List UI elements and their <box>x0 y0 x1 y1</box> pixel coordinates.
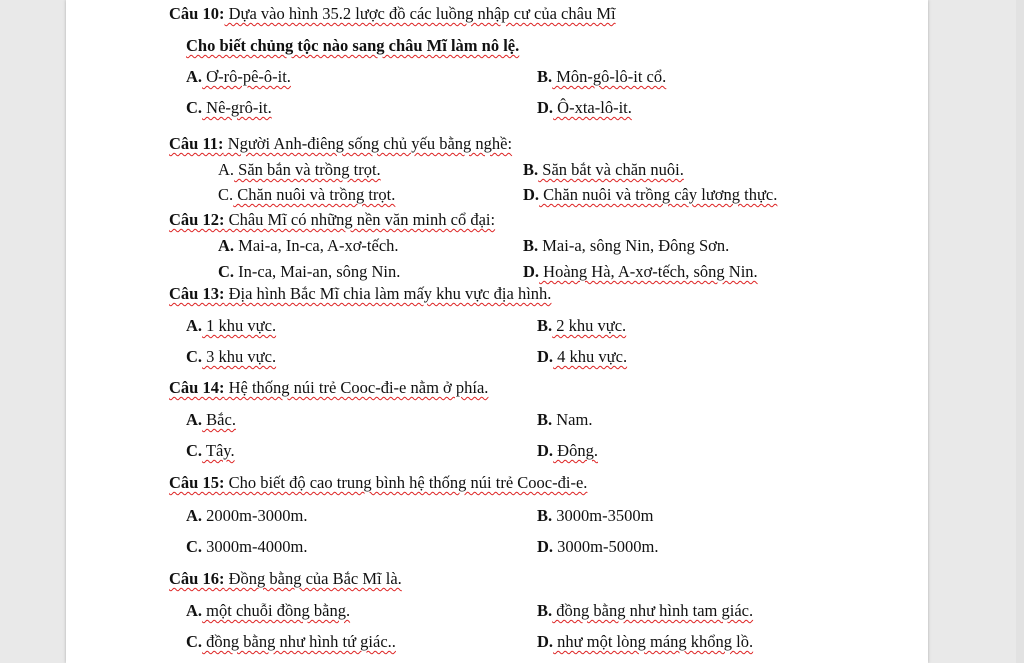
option-letter: A. <box>186 601 203 620</box>
question-text: Cho biết độ cao trung bình hệ thống núi trẻ Cooc-đi-e. <box>224 473 588 492</box>
option-letter: C. <box>186 441 203 460</box>
option-text: Bắc. <box>202 410 236 429</box>
option-10-c <box>186 98 272 118</box>
option-text: Hoàng Hà, A-xơ-tếch, sông Nin. <box>539 262 758 281</box>
question-text: Người Anh-điêng sống chủ yếu bằng nghề: <box>223 134 513 153</box>
option-11-c <box>218 185 395 205</box>
option-letter: A. <box>218 160 235 179</box>
option-letter: C. <box>186 98 203 117</box>
question-label: Câu 15: <box>169 473 225 492</box>
option-10-a <box>186 67 291 87</box>
option-text: 3000m-3500m <box>552 506 654 525</box>
option-14-c <box>186 441 235 461</box>
option-letter: A. <box>186 410 203 429</box>
question-14 <box>169 378 488 398</box>
option-14-b <box>537 410 592 430</box>
option-text: 3 khu vực. <box>202 347 277 366</box>
option-letter: B. <box>523 160 539 179</box>
option-text: Tây. <box>202 441 235 460</box>
option-text: Đông. <box>553 441 598 460</box>
option-text: một chuỗi đồng bằng. <box>202 601 351 620</box>
option-16-d <box>537 632 753 652</box>
option-12-b <box>523 236 729 256</box>
question-text: Địa hình Bắc Mĩ chia làm mấy khu vực địa hình. <box>224 284 552 303</box>
question-label: Câu 13: <box>169 284 225 303</box>
option-15-a <box>186 506 307 526</box>
option-letter: C. <box>186 632 203 651</box>
option-10-d <box>537 98 632 118</box>
option-letter: A. <box>186 506 203 525</box>
option-14-d <box>537 441 598 461</box>
option-text: Môn-gô-lô-it cổ. <box>552 67 667 86</box>
option-11-a <box>218 160 381 180</box>
vertical-scrollbar[interactable] <box>1016 0 1024 663</box>
question-text: Đồng bằng của Bắc Mĩ là. <box>224 569 402 588</box>
option-11-b <box>523 160 684 180</box>
option-letter: D. <box>537 537 554 556</box>
option-text: đồng bằng như hình tứ giác.. <box>202 632 396 651</box>
option-10-b <box>537 67 666 87</box>
option-text: 3000m-5000m. <box>553 537 659 556</box>
option-letter: B. <box>537 316 553 335</box>
question-label: Câu 16: <box>169 569 225 588</box>
option-letter: A. <box>218 236 235 255</box>
option-text: Săn bắn và trồng trọt. <box>234 160 381 179</box>
option-13-c <box>186 347 276 367</box>
question-subtext: Cho biết chủng tộc nào sang châu Mĩ làm nô lệ. <box>186 36 520 55</box>
option-text: Mai-a, sông Nin, Đông Sơn. <box>538 236 730 255</box>
option-text: Chăn nuôi và trồng cây lương thực. <box>539 185 778 204</box>
question-label: Câu 10: <box>169 4 225 23</box>
option-13-a <box>186 316 276 336</box>
option-letter: B. <box>537 67 553 86</box>
question-label: Câu 14: <box>169 378 225 397</box>
option-letter: D. <box>537 98 554 117</box>
option-text: 4 khu vực. <box>553 347 628 366</box>
option-14-a <box>186 410 236 430</box>
option-letter: B. <box>537 601 553 620</box>
option-letter: D. <box>537 441 554 460</box>
option-15-d <box>537 537 658 557</box>
option-text: đồng bằng như hình tam giác. <box>552 601 754 620</box>
option-letter: B. <box>537 410 553 429</box>
option-text: Mai-a, In-ca, A-xơ-tếch. <box>234 236 399 255</box>
option-15-b <box>537 506 653 526</box>
option-12-c <box>218 262 400 282</box>
option-text: 2 khu vực. <box>552 316 627 335</box>
option-text: Nê-grô-it. <box>202 98 272 117</box>
option-text: 1 khu vực. <box>202 316 277 335</box>
option-letter: C. <box>218 185 234 204</box>
option-12-a <box>218 236 399 256</box>
question-text: Châu Mĩ có những nền văn minh cổ đại: <box>224 210 496 229</box>
question-12 <box>169 210 495 230</box>
question-10-subtext <box>186 36 519 56</box>
question-label: Câu 11: <box>169 134 224 153</box>
option-letter: D. <box>523 262 540 281</box>
option-letter: A. <box>186 316 203 335</box>
question-text: Dựa vào hình 35.2 lược đồ các luồng nhập cư của châu Mĩ <box>224 4 616 23</box>
option-letter: C. <box>186 537 203 556</box>
question-13 <box>169 284 551 304</box>
option-13-d <box>537 347 627 367</box>
question-text: Hệ thống núi trẻ Cooc-đi-e nằm ở phía. <box>224 378 489 397</box>
option-text: 2000m-3000m. <box>202 506 308 525</box>
option-text: như một lòng máng khổng lồ. <box>553 632 754 651</box>
option-15-c <box>186 537 307 557</box>
option-text: Săn bắt và chăn nuôi. <box>538 160 684 179</box>
option-letter: D. <box>537 347 554 366</box>
question-label: Câu 12: <box>169 210 225 229</box>
option-text: 3000m-4000m. <box>202 537 308 556</box>
option-letter: C. <box>186 347 203 366</box>
option-11-d <box>523 185 777 205</box>
option-text: Nam. <box>552 410 593 429</box>
option-16-a <box>186 601 350 621</box>
option-letter: B. <box>523 236 539 255</box>
option-letter: A. <box>186 67 203 86</box>
option-letter: C. <box>218 262 235 281</box>
question-15 <box>169 473 587 493</box>
option-12-d <box>523 262 758 282</box>
option-16-b <box>537 601 753 621</box>
option-letter: D. <box>523 185 540 204</box>
question-11 <box>169 134 512 154</box>
option-16-c <box>186 632 396 652</box>
option-letter: D. <box>537 632 554 651</box>
option-text: Chăn nuôi và trồng trọt. <box>233 185 396 204</box>
question-16 <box>169 569 402 589</box>
option-13-b <box>537 316 626 336</box>
option-text: In-ca, Mai-an, sông Nin. <box>234 262 401 281</box>
option-text: Ô-xta-lô-it. <box>553 98 632 117</box>
option-letter: B. <box>537 506 553 525</box>
question-10 <box>169 4 616 24</box>
option-text: Ơ-rô-pê-ô-it. <box>202 67 291 86</box>
